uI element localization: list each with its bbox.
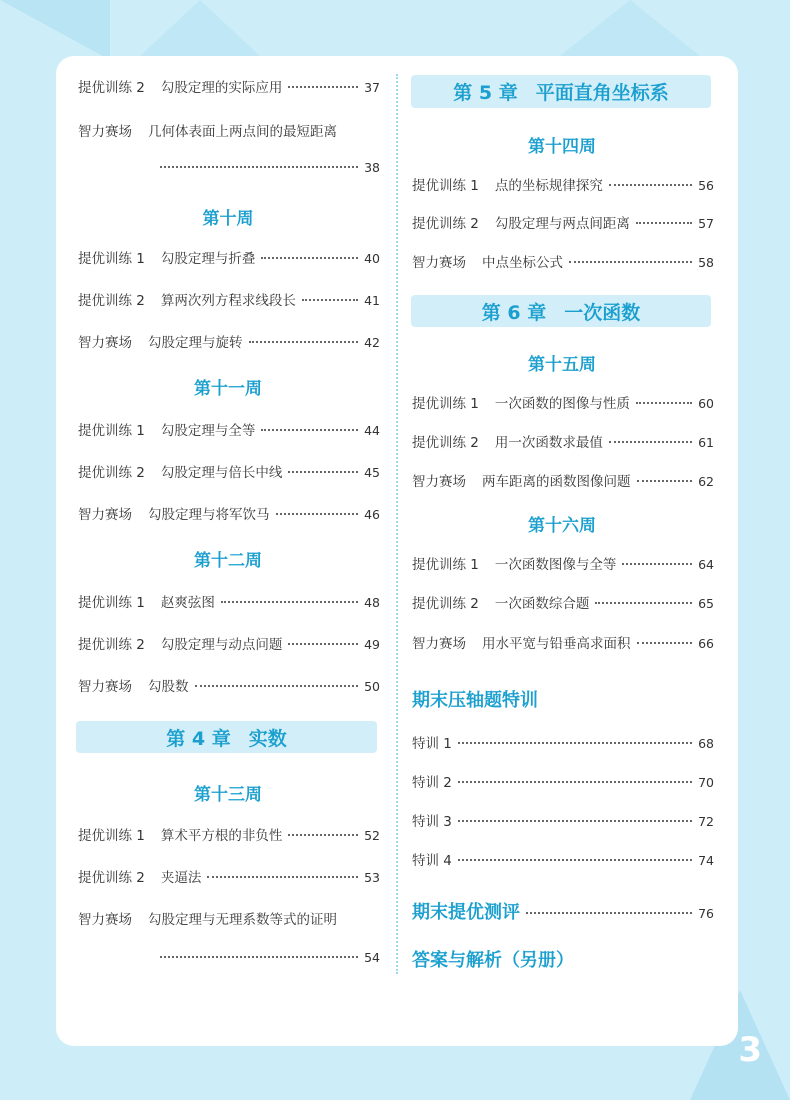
bg-triangle-top-right: [560, 0, 700, 56]
toc-entry-continuation[interactable]: [160, 950, 380, 965]
entry-label: 提优训练 2: [412, 216, 479, 232]
section-heading-final-special[interactable]: 期末压轴题特训: [412, 690, 538, 711]
leader-dots: [458, 781, 692, 783]
entry-title: 算术平方根的非负性: [160, 828, 283, 844]
entry-page: 45: [364, 465, 380, 480]
entry-title: 勾股定理与两点间距离: [494, 216, 630, 232]
entry-label: 智力赛场: [412, 255, 466, 271]
entry-page: 68: [698, 736, 714, 751]
leader-dots: [261, 257, 358, 259]
toc-entry[interactable]: [412, 251, 714, 271]
toc-entry[interactable]: [78, 591, 380, 611]
toc-entry[interactable]: [78, 247, 380, 267]
chapter-heading[interactable]: [76, 721, 377, 753]
leader-dots: [288, 471, 358, 473]
toc-entry[interactable]: [78, 461, 380, 481]
leader-dots: [160, 166, 358, 168]
toc-entry[interactable]: [78, 76, 380, 96]
entry-title: 勾股定理与动点问题: [160, 637, 283, 653]
entry-label: 提优训练 2: [412, 596, 479, 612]
section-heading-final-test: 期末提优测评: [412, 902, 520, 923]
entry-title: 几何体表面上两点间的最短距离: [148, 124, 337, 140]
entry-title: 勾股定理与全等: [160, 423, 256, 439]
entry-label: 提优训练 2: [412, 435, 479, 451]
entry-title: 算两次列方程求线段长: [160, 293, 296, 309]
leader-dots: [609, 184, 692, 186]
leader-dots: [569, 261, 692, 263]
chapter-number: 第 4 章: [166, 727, 231, 750]
entry-page: 48: [364, 595, 380, 610]
toc-entry[interactable]: [78, 289, 380, 309]
bg-triangle-top-center: [140, 0, 260, 56]
entry-page: 56: [698, 178, 714, 193]
entry-page: 66: [698, 636, 714, 651]
toc-entry[interactable]: [78, 331, 380, 351]
entry-title: 勾股定理与旋转: [148, 335, 243, 351]
entry-label: 提优训练 1: [412, 178, 479, 194]
leader-dots: [261, 429, 358, 431]
week-heading: 第十周: [202, 209, 254, 229]
leader-dots: [276, 513, 359, 515]
entry-title: 勾股定理的实际应用: [160, 80, 283, 96]
chapter-title: 一次函数: [564, 301, 641, 324]
chapter-title: 实数: [248, 727, 287, 750]
toc-entry[interactable]: [78, 908, 380, 928]
chapter-heading[interactable]: [411, 295, 711, 327]
toc-entry[interactable]: [78, 866, 380, 886]
entry-label: 特训 2: [412, 775, 452, 791]
entry-label: 提优训练 1: [78, 423, 145, 439]
entry-page: 53: [364, 870, 380, 885]
entry-label: 智力赛场: [78, 679, 132, 695]
leader-dots: [207, 876, 358, 878]
entry-label: 提优训练 2: [78, 465, 145, 481]
toc-entry[interactable]: [412, 553, 714, 573]
toc-entry[interactable]: [78, 419, 380, 439]
entry-page: 61: [698, 435, 714, 450]
entry-title: 一次函数的图像与性质: [494, 396, 630, 412]
entry-page: 38: [364, 160, 380, 175]
entry-label: 智力赛场: [78, 507, 132, 523]
entry-page: 40: [364, 251, 380, 266]
leader-dots: [249, 341, 359, 343]
leader-dots: [637, 480, 693, 482]
entry-page: 54: [364, 950, 380, 965]
entry-page: 60: [698, 396, 714, 411]
toc-entry[interactable]: [412, 470, 714, 490]
leader-dots: [526, 912, 692, 914]
entry-page: 70: [698, 775, 714, 790]
entry-page: 37: [364, 80, 380, 95]
leader-dots: [609, 441, 692, 443]
entry-page: 65: [698, 596, 714, 611]
week-heading: 第十一周: [194, 379, 262, 399]
entry-title: 一次函数图像与全等: [494, 557, 617, 573]
leader-dots: [458, 742, 692, 744]
leader-dots: [288, 834, 358, 836]
toc-entry[interactable]: [412, 392, 714, 412]
entry-label: 特训 3: [412, 814, 452, 830]
entry-page: 64: [698, 557, 714, 572]
entry-label: 特训 1: [412, 736, 452, 752]
entry-page: 57: [698, 216, 714, 231]
week-heading: 第十四周: [528, 137, 596, 157]
leader-dots: [160, 956, 358, 958]
entry-title: 中点坐标公式: [482, 255, 563, 271]
toc-entry[interactable]: [78, 633, 380, 653]
week-heading: 第十三周: [194, 785, 262, 805]
week-heading: 第十五周: [528, 355, 596, 375]
entry-title: 勾股定理与将军饮马: [148, 507, 270, 523]
entry-label: 提优训练 2: [78, 293, 145, 309]
toc-entry[interactable]: [78, 675, 380, 695]
entry-label: 智力赛场: [412, 474, 466, 490]
entry-label: 提优训练 1: [412, 396, 479, 412]
entry-page: 42: [364, 335, 380, 350]
entry-label: 智力赛场: [412, 636, 466, 652]
toc-entry[interactable]: [412, 732, 714, 752]
entry-page: 58: [698, 255, 714, 270]
week-heading: 第十六周: [528, 516, 596, 536]
entry-title: 用一次函数求最值: [494, 435, 603, 451]
entry-title: 用水平宽与铅垂高求面积: [482, 636, 631, 652]
leader-dots: [595, 602, 692, 604]
entry-title: 一次函数综合题: [494, 596, 590, 612]
entry-label: 提优训练 1: [78, 595, 145, 611]
entry-label: 提优训练 1: [78, 828, 145, 844]
toc-entry[interactable]: [412, 592, 714, 612]
toc-entry-continuation[interactable]: [160, 160, 380, 175]
entry-label: 提优训练 2: [78, 637, 145, 653]
page-number: 3: [738, 1030, 762, 1070]
leader-dots: [288, 86, 358, 88]
toc-entry[interactable]: [412, 810, 714, 830]
entry-label: 智力赛场: [78, 124, 132, 140]
entry-page: 49: [364, 637, 380, 652]
entry-label: 提优训练 2: [78, 870, 145, 886]
toc-entry[interactable]: [78, 120, 380, 140]
entry-label: 智力赛场: [78, 335, 132, 351]
entry-title: 勾股定理与倍长中线: [160, 465, 283, 481]
entry-page: 44: [364, 423, 380, 438]
week-heading: 第十二周: [194, 551, 262, 571]
entry-title: 夹逼法: [160, 870, 202, 886]
entry-title: 点的坐标规律探究: [494, 178, 603, 194]
leader-dots: [221, 601, 358, 603]
leader-dots: [636, 402, 692, 404]
entry-page: 62: [698, 474, 714, 489]
entry-label: 提优训练 2: [78, 80, 145, 96]
entry-page: 46: [364, 507, 380, 522]
toc-entry[interactable]: [412, 849, 714, 869]
leader-dots: [195, 685, 359, 687]
entry-title: 勾股数: [148, 679, 189, 695]
entry-label: 提优训练 1: [78, 251, 145, 267]
column-divider: [396, 74, 398, 974]
leader-dots: [302, 299, 358, 301]
toc-entry-final-test[interactable]: [412, 898, 714, 924]
entry-label: 提优训练 1: [412, 557, 479, 573]
entry-title: 赵爽弦图: [160, 595, 215, 611]
leader-dots: [288, 643, 358, 645]
chapter-number: 第 6 章: [481, 301, 547, 324]
entry-page: 72: [698, 814, 714, 829]
leader-dots: [458, 859, 692, 861]
entry-page: 74: [698, 853, 714, 868]
entry-page: 41: [364, 293, 380, 308]
toc-entry[interactable]: [412, 174, 714, 194]
leader-dots: [458, 820, 692, 822]
toc-entry[interactable]: [412, 431, 714, 451]
toc-entry[interactable]: [78, 824, 380, 844]
leader-dots: [636, 222, 692, 224]
chapter-title: 平面直角坐标系: [535, 82, 669, 104]
chapter-heading[interactable]: [411, 75, 711, 108]
entry-title: 勾股定理与无理系数等式的证明: [148, 912, 337, 928]
entry-title: 两车距离的函数图像问题: [482, 474, 631, 490]
leader-dots: [622, 563, 692, 565]
leader-dots: [637, 642, 693, 644]
chapter-number: 第 5 章: [453, 82, 518, 104]
toc-entry[interactable]: [412, 632, 714, 652]
entry-label: 特训 4: [412, 853, 452, 869]
section-heading-answers[interactable]: 答案与解析（另册）: [412, 950, 574, 971]
entry-page: 50: [364, 679, 380, 694]
bg-triangle-top-left: [0, 0, 110, 60]
toc-entry[interactable]: [78, 503, 380, 523]
entry-page: 76: [698, 906, 714, 921]
toc-entry[interactable]: [412, 212, 714, 232]
entry-title: 勾股定理与折叠: [160, 251, 256, 267]
entry-page: 52: [364, 828, 380, 843]
toc-entry[interactable]: [412, 771, 714, 791]
entry-label: 智力赛场: [78, 912, 132, 928]
